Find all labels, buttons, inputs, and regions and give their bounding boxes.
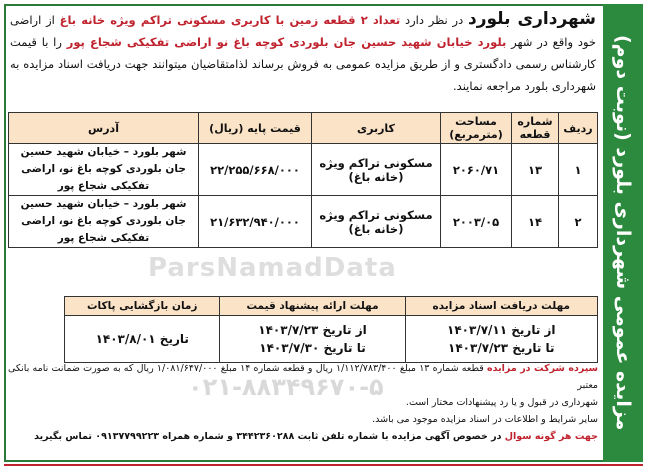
cell-address: شهر بلورد – خیابان شهید حسین جان بلوردی کوچه باغ نو، اراضی تفکیکی شجاع پور [9,196,199,248]
ad-body [8,8,598,458]
intro-text-3: را با قیمت کارشناس رسمی دادگستری و از طریق مزایده عمومی به فروش برساند لذامتقاضیان میتوانند جهت دریافت اسناد مزایده به شهرداری بلورد مراجعه نمایند. [10,35,596,93]
documents-deadline-cell [405,316,597,363]
header-bid-deadline: مهلت ارائه پیشنهاد قیمت [220,297,405,316]
cell-lot-number: ۱۴ [512,196,559,248]
header-base-price: قیمت پایه (ریال) [199,113,312,144]
intro-highlight-2: بلورد خیابان شهید حسین جان بلوردی کوچه باغ نو اراضی تفکیکی شجاع پور [66,35,507,49]
schedule-header [65,297,598,316]
sidebar-banner [603,4,643,462]
note-contact [8,428,598,445]
watermark-phone: ۰۲۱-۸۸۳۴۹۶۷۰-۵ [188,373,384,401]
table-row [9,196,598,248]
header-opening-time: زمان بازگشایی پاکات [65,297,220,316]
cell-lot-number: ۱۳ [512,144,559,196]
cell-area: ۲۰۶۰/۷۱ [441,144,512,196]
cell-address: شهر بلورد – خیابان شهید حسین جان بلوردی کوچه باغ نو، اراضی تفکیکی شجاع پور [9,144,199,196]
bottom-divider [4,464,643,474]
note-deposit-lead: سپرده شرکت در مزایده [487,363,599,374]
header-address: آدرس [9,113,199,144]
cell-base-price: ۲۱/۶۳۲/۹۴۰/۰۰۰ [199,196,312,248]
intro-highlight-1: تعداد ۲ قطعه زمین با کاربری مسکونی تراکم ویژه خانه باغ [59,13,401,27]
opening-date: تاریخ ۱۴۰۳/۸/۰۱ [95,332,189,346]
bid-to-date: تا تاریخ ۱۴۰۳/۷/۳۰ [259,341,366,355]
lots-table [8,112,598,248]
note-deposit-text: قطعه شماره ۱۳ مبلغ ۱/۱۱۲/۷۸۳/۴۰۰ ریال و قطعه شماره ۱۴ مبلغ ۱/۰۸۱/۶۴۷/۰۰۰ ریال که به صورت ضمانت نامه بانکی معتبر [8,363,598,391]
bid-deadline-cell [220,316,405,363]
cell-row-number: ۲ [559,196,598,248]
note-conditions: سایر شرایط و اطلاعات در اسناد مزایده موجود می باشد. [372,414,598,425]
header-documents-deadline: مهلت دریافت اسناد مزایده [405,297,597,316]
intro-text-1: در نظر دارد [400,13,468,27]
intro-paragraph [8,8,598,97]
bid-from-date: از تاریخ ۱۴۰۳/۷/۲۳ [258,323,367,337]
cell-area: ۲۰۰۳/۰۵ [441,196,512,248]
table-row [9,144,598,196]
intro-text-2: از اراضی خود واقع در شهر [10,13,596,49]
header-lot-number: شماره قطعه [512,113,559,144]
header-usage: کاربری [312,113,441,144]
documents-from-date: از تاریخ ۱۴۰۳/۷/۱۱ [447,323,556,337]
cell-usage: مسکونی تراکم ویژه (خانه باغ) [312,144,441,196]
note-contact-text: در خصوص آگهی مزایده با شماره تلفن ثابت ۳۴۴۲۳۶۰۲۸۸ و شماره همراه ۰۹۱۳۷۷۹۹۲۲۳ تماس بگیرید [34,431,505,442]
header-row-number: ردیف [559,113,598,144]
municipality-name: شهرداری بلورد [468,9,596,29]
header-area: مساحت (مترمربع) [441,113,512,144]
opening-time-cell [65,316,220,363]
watermark-text: ParsNamadData [148,253,397,283]
note-contact-lead: جهت هر گونه سوال [504,431,598,442]
sidebar-title: مزایده عمومی شهرداری بلورد (نوبت دوم) [612,35,634,431]
schedule-row [65,316,598,363]
documents-to-date: تا تاریخ ۱۴۰۳/۷/۲۳ [448,341,555,355]
note-rights: شهرداری در قبول و یا رد پیشنهادات مختار است. [405,397,598,408]
cell-usage: مسکونی تراکم ویژه (خانه باغ) [312,196,441,248]
cell-base-price: ۲۲/۲۵۵/۶۶۸/۰۰۰ [199,144,312,196]
cell-row-number: ۱ [559,144,598,196]
schedule-table [64,296,598,363]
lots-table-header [9,113,598,144]
